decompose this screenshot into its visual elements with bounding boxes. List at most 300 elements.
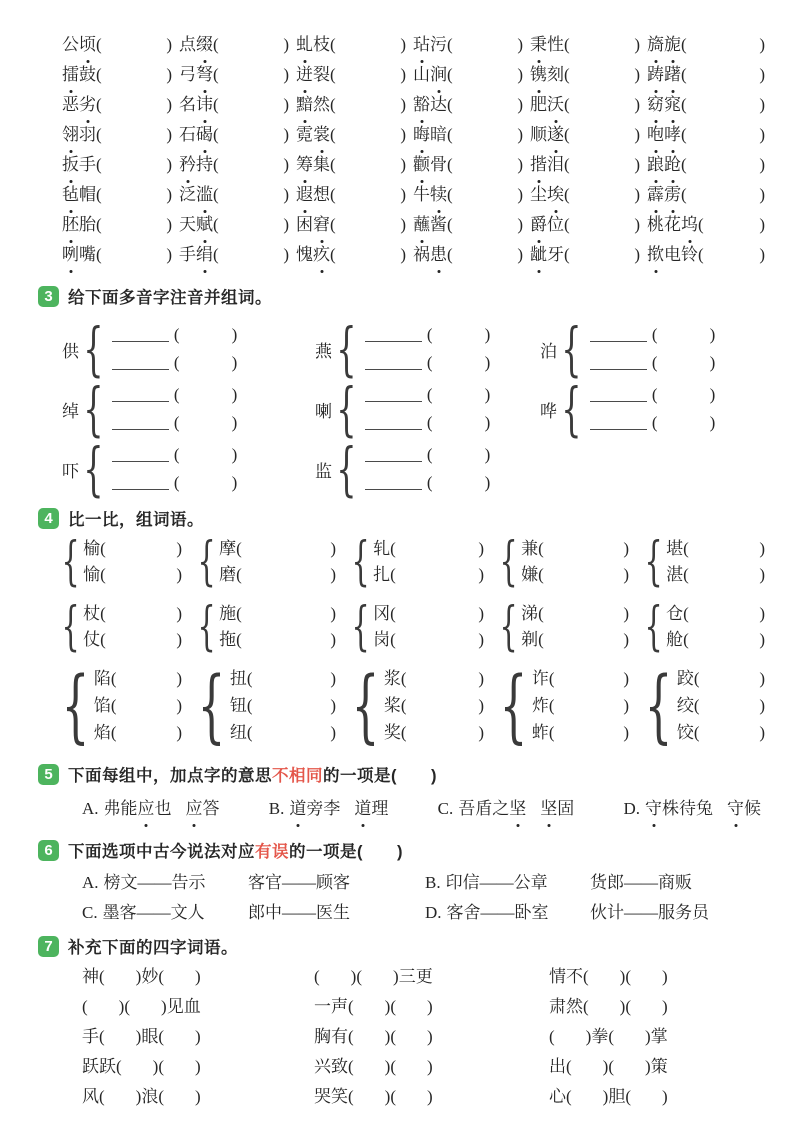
paren: ) [231,473,238,492]
vocab-item [62,150,179,180]
char: 霹 [647,180,664,210]
brace: { [336,375,357,443]
idiom-row [82,992,767,1022]
answer-line [365,429,422,430]
vocab-item [62,210,179,240]
answer-entry [590,411,767,435]
vocab-item [62,60,179,90]
answer-entry [365,471,540,495]
paren: ) [283,35,289,54]
answer-line [112,401,169,402]
char: 骨 [430,155,447,174]
char: 策 [650,1057,668,1076]
paren: ) [400,155,406,174]
answer-column [106,383,296,435]
paren: ) [634,65,640,84]
paren: ) [393,967,399,986]
paren: ) [759,155,765,174]
compare-entry [230,720,336,746]
idiom-item [82,1082,314,1112]
polyphonic-row [62,315,767,383]
compare-char: 轧 [373,539,391,558]
vocab-item [647,120,767,150]
char: 然 [313,95,330,114]
paren: ( [348,997,354,1016]
compare-entry [521,536,629,562]
paren: ( [158,1027,165,1046]
vocab-word [296,210,330,240]
vocab-word [179,90,213,120]
paren: ) [330,630,336,649]
paren: ) [759,65,765,84]
answer-line [112,461,169,462]
paren: ) [400,95,406,114]
char: 花 [664,215,681,234]
paren: ) [517,125,523,144]
char: 浪 [141,1087,159,1106]
answer-column [664,601,767,653]
char: 豁 [413,90,430,120]
paren: ( [158,967,165,986]
paren: ( [390,1087,397,1106]
paren: ) [759,565,765,584]
char: 疚 [313,240,330,270]
compare-char: 钮 [229,696,247,715]
vocab-item [647,30,767,60]
polyphonic-char: 供 [62,341,79,361]
vocab-row [62,90,767,120]
vocab-word [413,60,447,90]
paren: ) [759,604,765,623]
paren: ( [566,1087,572,1106]
vocab-word [530,240,564,270]
paren: ) [759,630,765,649]
paren: ) [166,245,172,264]
paren: ( [330,95,336,114]
char: 手 [82,1027,99,1046]
paren: ( [124,997,131,1016]
vocab-item [647,240,767,270]
option-word [354,794,388,824]
paren: ) [484,445,491,464]
paren: ( [651,325,658,344]
vocab-word [530,90,564,120]
char: 矜 [179,150,196,180]
paren: ( [681,35,687,54]
vocab-item [296,90,413,120]
polyphonic-row [62,435,767,503]
paren: ( [698,215,704,234]
paren: ) [427,997,433,1016]
compare-group [197,597,352,657]
paren: ( [96,185,102,204]
compare-char: 奖 [383,723,401,742]
paren: ( [681,125,687,144]
vocab-word [413,30,447,60]
polyphonic-grid [62,315,767,503]
paren: ( [693,696,700,715]
paren: ) [478,604,484,623]
paren: ( [548,669,555,688]
vocab-item [62,30,179,60]
paren: ( [213,215,219,234]
paren: ) [517,215,523,234]
char: 羽 [79,125,96,144]
vocab-item [413,90,530,120]
vocab-word [413,240,447,270]
vocab-word [413,150,447,180]
section-header [38,506,767,530]
paren: ) [400,65,406,84]
char: 缀 [196,30,213,60]
paren: ) [283,95,289,114]
paren: ) [427,1057,433,1076]
answer-column [584,383,767,435]
char: 山 [413,65,430,84]
paren: ) [484,413,491,432]
paren: ( [693,669,700,688]
pair-text: 印信——公章 [445,873,548,892]
char: 点 [179,35,196,54]
answer-line [365,461,422,462]
compare-group [644,532,767,592]
answer-entry [590,383,767,407]
vocab-word [179,210,213,240]
char: 揿 [647,240,664,270]
char: 沃 [547,90,564,120]
vocab-item [62,120,179,150]
char: 道 [289,794,306,824]
answer-column [81,536,198,588]
char: 跄 [664,150,681,180]
compare-row [61,532,767,592]
compare-entry [677,720,765,746]
paren: ( [213,65,219,84]
paren: ) [759,95,765,114]
vocab-word [62,180,96,210]
idiom-row [82,1082,767,1112]
char: 血 [183,997,201,1016]
compare-entry [677,693,765,719]
compare-group [197,532,352,592]
vocab-word [62,120,96,150]
char: 胎 [79,215,96,234]
compare-grid [61,532,767,752]
paren: ( [625,967,632,986]
section-number-badge: 6 [38,840,59,861]
vocab-item [296,150,413,180]
paren: ) [634,125,640,144]
char: 妙 [141,967,159,986]
paren: ) [484,385,491,404]
char: 碣 [196,120,213,150]
paren: ( [173,445,180,464]
brace: { [499,597,518,657]
char: 候 [744,799,761,818]
paren: ( [538,539,544,558]
option-label: D. [623,799,640,818]
option-word [104,794,172,824]
paren: ) [176,669,182,688]
compare-group [644,597,767,657]
paren: ( [173,385,180,404]
vocab-item [413,60,530,90]
polyphonic-char: 绰 [62,401,79,421]
vocab-item [647,210,767,240]
vocab-row [62,150,767,180]
paren: ( [158,1087,165,1106]
char: 集 [313,155,330,174]
paren: ) [330,723,336,742]
char: 滥 [196,180,213,210]
polyphonic-item [540,315,767,383]
paren: ) [166,185,172,204]
compare-group [197,659,352,752]
compare-entry [373,601,484,627]
paren: ( [564,245,570,264]
vocab-word [179,120,213,150]
answer-column [359,383,540,435]
char: 心 [549,1087,566,1106]
paren: ( [390,565,396,584]
vocab-item [530,60,647,90]
brace: { [336,435,357,503]
vocab-word [62,240,96,270]
char: 筹 [296,150,313,180]
paren: ) [400,125,406,144]
vocab-word [530,210,564,240]
paren: ) [484,353,491,372]
paren: ) [709,385,716,404]
paren: ) [623,696,629,715]
answer-column [217,536,352,588]
char: 枝 [313,35,330,54]
answer-column [382,666,500,746]
paren: ) [517,245,523,264]
compare-entry [373,536,484,562]
paren: ( [173,473,180,492]
idiom-item [549,1052,767,1082]
char: 雳 [664,180,681,210]
section-title: 给下面多音字注音并组词。 [68,289,272,307]
option-word [458,794,526,824]
char: 也 [154,799,172,818]
compare-section [38,506,767,752]
idiom-item [314,1052,549,1082]
answer-entry [365,323,540,347]
paren: ( [683,630,689,649]
paren: ) [330,539,336,558]
paren: ) [384,1087,391,1106]
polyphonic-char: 泊 [540,341,557,361]
choice-option [438,794,575,824]
paren: ( [651,353,658,372]
answer-column [519,536,645,588]
compare-char: 嫌 [521,565,539,584]
paren: ( [213,185,219,204]
char: 咆 [647,120,664,150]
vocab-row [62,210,767,240]
idiom-item [314,962,549,992]
polyphonic-char: 哗 [540,401,557,421]
paren: ) [759,696,765,715]
answer-entry [590,351,767,375]
polyphonic-item [315,315,540,383]
paren: ( [390,604,396,623]
paren: ) [195,967,201,986]
char: 石 [179,125,196,144]
paren: ( [390,630,396,649]
paren: ) [166,215,172,234]
paren: ) [517,95,523,114]
compare-char: 施 [219,604,237,623]
char: 踉 [647,150,664,180]
brace: { [83,435,104,503]
vocab-word [647,60,681,90]
vocab-item [413,210,530,240]
vocab-word [179,180,213,210]
vocab-item [62,240,179,270]
paren: ) [330,565,336,584]
section-number-badge: 3 [38,286,59,307]
vocab-row [62,30,767,60]
paren: ( [100,565,106,584]
answer-line [112,429,169,430]
paren: ( [82,997,88,1016]
paren: ) [478,696,484,715]
pair-text: 郎中——医生 [248,903,350,922]
compare-entry [83,562,182,588]
brace: { [351,532,370,592]
vocab-word [179,150,213,180]
paren: ) [166,155,172,174]
paren: ( [330,185,336,204]
char: 讳 [196,90,213,120]
char: 晦 [413,120,430,150]
paren: ( [173,413,180,432]
vocab-word [413,120,447,150]
paren: ) [176,539,182,558]
compare-entry [532,666,629,692]
paren: ) [400,215,406,234]
char: 踌 [647,60,664,90]
brace: { [61,597,80,657]
char: 劣 [79,90,96,120]
paren: ) [709,413,716,432]
brace: { [336,315,357,383]
vocab-item [647,90,767,120]
idiom-grid [82,962,767,1112]
option-word [727,794,761,824]
paren: ( [400,669,407,688]
paren: ( [116,1057,122,1076]
vocab-item [179,210,296,240]
option-word [540,794,574,824]
option-word [645,794,713,824]
paren: ) [330,669,336,688]
char: 胆 [608,1087,626,1106]
brace: { [197,532,216,592]
choice-pair [425,868,590,898]
paren: ( [173,353,180,372]
paren: ( [96,215,102,234]
compare-char: 磨 [219,565,237,584]
char: 名 [179,95,196,114]
paren: ( [608,1027,615,1046]
paren: ( [246,723,253,742]
compare-entry [532,693,629,719]
paren: ) [623,723,629,742]
char: 顷 [79,30,96,60]
char: 性 [547,35,564,54]
compare-entry [384,720,484,746]
vocab-pinyin-section [38,30,767,270]
vocab-item [179,30,296,60]
answer-column [359,323,540,375]
paren: ) [623,630,629,649]
section-header [38,762,767,786]
compare-entry [666,601,765,627]
answer-column [81,601,198,653]
vocab-item [530,240,647,270]
vocab-word [296,240,330,270]
answer-line [365,401,422,402]
paren: ( [583,997,589,1016]
vocab-word [530,30,564,60]
paren: ) [517,65,523,84]
char: 躇 [664,60,681,90]
vocab-item [179,150,296,180]
char: 弗 [103,799,121,818]
compare-row [61,659,767,752]
vocab-item [647,150,767,180]
paren: ) [231,353,238,372]
compare-char: 仗 [83,630,101,649]
char: 埃 [547,180,564,210]
idiom-item [82,1052,314,1082]
paren: ( [447,35,453,54]
char: 恶 [62,95,79,114]
choice-pair [82,898,248,928]
char: 污 [430,35,447,54]
paren: ( [213,35,219,54]
char: 坞 [681,210,698,240]
compare-entry [532,720,629,746]
paren: ( [158,1057,165,1076]
paren: ) [623,565,629,584]
paren: ( [96,95,102,114]
paren: ( [426,413,433,432]
vocab-item [62,180,179,210]
paren: ( [564,185,570,204]
char: 持 [196,155,213,174]
char: 致 [331,1057,348,1076]
vocab-item [296,30,413,60]
paren: ( [390,997,397,1016]
char: 应 [186,794,203,824]
paren: ( [564,35,570,54]
vocab-word [413,90,447,120]
char: 手 [179,245,196,264]
answer-entry [112,383,296,407]
answer-column [359,443,540,495]
paren: ) [478,669,484,688]
paren: ( [651,385,658,404]
paren: ( [564,95,570,114]
vocab-grid [38,30,767,270]
compare-entry [83,601,182,627]
compare-entry [373,627,484,653]
